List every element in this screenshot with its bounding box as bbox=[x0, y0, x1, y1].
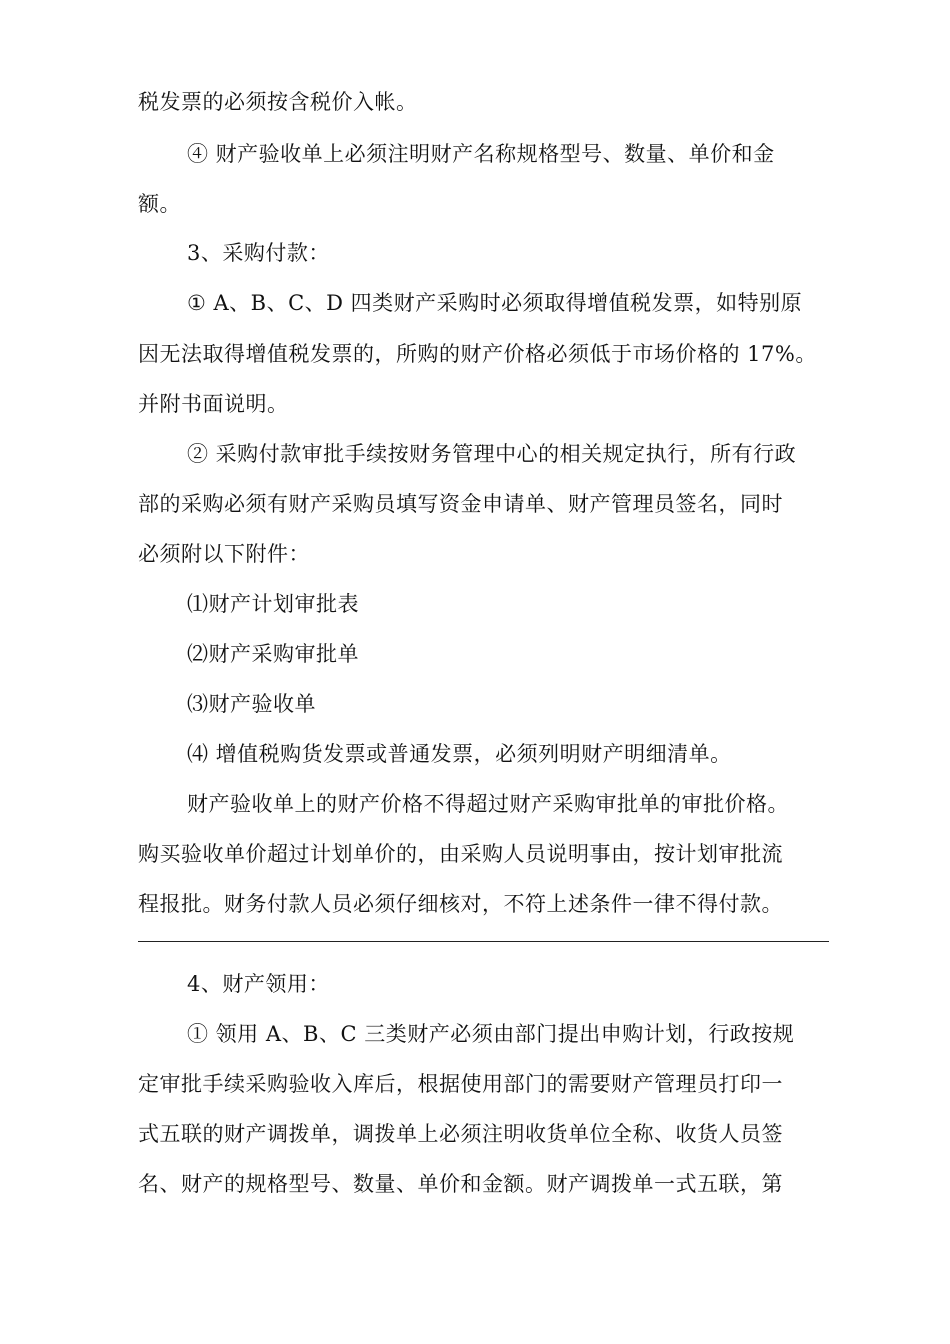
text-line: ① A、B、C、D 四类财产采购时必须取得增值税发票，如特别原 bbox=[187, 291, 803, 315]
section-heading: 3、采购付款： bbox=[187, 241, 330, 265]
text-line: 额。 bbox=[138, 192, 181, 216]
text-line: 名、财产的规格型号、数量、单价和金额。财产调拨单一式五联，第 bbox=[138, 1172, 783, 1196]
text-line: 购买验收单价超过计划单价的，由采购人员说明事由，按计划审批流 bbox=[138, 842, 783, 866]
text-line: 财产验收单上的财产价格不得超过财产采购审批单的审批价格。 bbox=[187, 792, 789, 816]
list-item: ⑶财产验收单 bbox=[187, 692, 316, 716]
text-line: 必须附以下附件： bbox=[138, 542, 310, 566]
list-item: ⑵财产采购审批单 bbox=[187, 642, 359, 666]
text-line: 并附书面说明。 bbox=[138, 392, 289, 416]
section-heading: 4、财产领用： bbox=[187, 972, 330, 996]
text-line: 程报批。财务付款人员必须仔细核对，不符上述条件一律不得付款。 bbox=[138, 892, 783, 916]
page-divider bbox=[138, 941, 829, 942]
text-line: ④ 财产验收单上必须注明财产名称规格型号、数量、单价和金 bbox=[187, 142, 775, 166]
list-item: ⑴财产计划审批表 bbox=[187, 592, 359, 616]
text-line: 部的采购必须有财产采购员填写资金申请单、财产管理员签名，同时 bbox=[138, 492, 783, 516]
text-line: ② 采购付款审批手续按财务管理中心的相关规定执行，所有行政 bbox=[187, 442, 797, 466]
text-line: 定审批手续采购验收入库后，根据使用部门的需要财产管理员打印一 bbox=[138, 1072, 783, 1096]
text-line: 税发票的必须按含税价入帐。 bbox=[138, 90, 418, 114]
text-line: 因无法取得增值税发票的，所购的财产价格必须低于市场价格的 17%。 bbox=[138, 342, 817, 366]
text-line: 式五联的财产调拨单，调拨单上必须注明收货单位全称、收货人员签 bbox=[138, 1122, 783, 1146]
text-line: ① 领用 A、B、C 三类财产必须由部门提出申购计划，行政按规 bbox=[187, 1022, 795, 1046]
list-item: ⑷ 增值税购货发票或普通发票，必须列明财产明细清单。 bbox=[187, 742, 732, 766]
